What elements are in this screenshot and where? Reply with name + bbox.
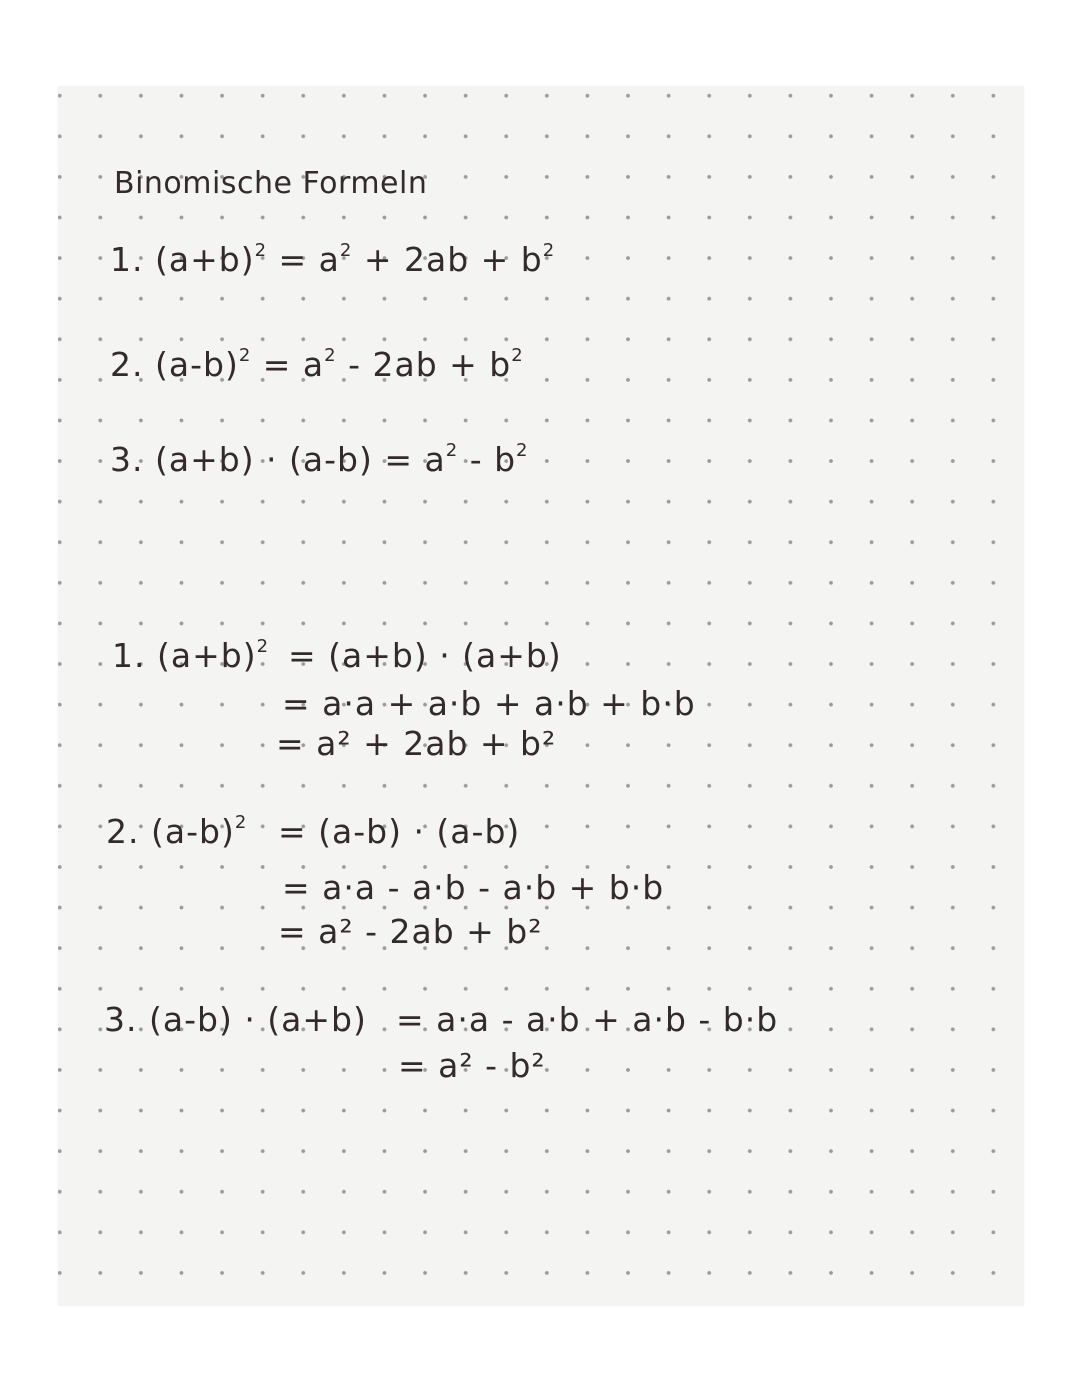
formula-3-lhs: (a+b) · (a-b) — [155, 440, 373, 479]
formula-1-rhs-rest: + 2ab + b — [352, 240, 543, 279]
formula-1-rhs-a: = a — [278, 240, 340, 279]
formula-1 — [110, 240, 555, 279]
formula-1-lhs: (a+b) — [155, 240, 255, 279]
derivation-3-step-2: = a² - b² — [398, 1046, 546, 1085]
formula-3-rhs-rest: - b — [458, 440, 517, 479]
derivation-2-lhs-exponent: 2 — [234, 812, 248, 833]
formula-2-rhs-a-exponent: 2 — [324, 345, 337, 366]
derivation-1-head — [112, 636, 269, 675]
formula-2-lhs-exponent: 2 — [238, 345, 252, 366]
formula-1-label: 1. — [110, 240, 144, 279]
derivation-2-label: 2. — [106, 812, 140, 851]
derivation-2-step-1: = (a-b) · (a-b) — [278, 812, 521, 851]
derivation-1-lhs: (a+b) — [157, 636, 257, 675]
derivation-2-head — [106, 812, 247, 851]
page-title: Binomische Formeln — [114, 166, 428, 201]
derivation-3-head — [104, 1000, 367, 1039]
derivation-1-step-1: = (a+b) · (a+b) — [288, 636, 562, 675]
formula-2-rhs-b-exponent: 2 — [511, 345, 524, 366]
formula-1-lhs-exponent: 2 — [254, 240, 268, 261]
derivation-1-lhs-exponent: 2 — [256, 636, 270, 657]
formula-3-label: 3. — [110, 440, 144, 479]
formula-3-rhs-a-exponent: 2 — [445, 440, 459, 461]
formula-2 — [110, 345, 524, 384]
formula-1-rhs-b-exponent: 2 — [542, 240, 556, 261]
derivation-2-lhs: (a-b) — [151, 812, 235, 851]
derivation-3-step-1: = a·a - a·b + a·b - b·b — [396, 1000, 779, 1039]
derivation-1-label: 1. — [112, 636, 146, 675]
formula-3-rhs-b-exponent: 2 — [516, 440, 529, 461]
derivation-3-lhs: (a-b) · (a+b) — [149, 1000, 367, 1039]
formula-3-rhs-a: = a — [384, 440, 446, 479]
derivation-2-step-2: = a·a - a·b - a·b + b·b — [282, 868, 665, 907]
derivation-2-step-3: = a² - 2ab + b² — [278, 912, 543, 951]
formula-2-label: 2. — [110, 345, 144, 384]
derivation-1-step-2: = a·a + a·b + a·b + b·b — [282, 684, 696, 723]
formula-1-rhs-a-exponent: 2 — [339, 240, 353, 261]
derivation-3-label: 3. — [104, 1000, 138, 1039]
formula-3 — [110, 440, 529, 479]
formula-2-rhs-a: = a — [262, 345, 325, 384]
derivation-1-step-3: = a² + 2ab + b² — [276, 724, 557, 763]
formula-2-lhs: (a-b) — [155, 345, 239, 384]
formula-2-rhs-rest: - 2ab + b — [336, 345, 512, 384]
